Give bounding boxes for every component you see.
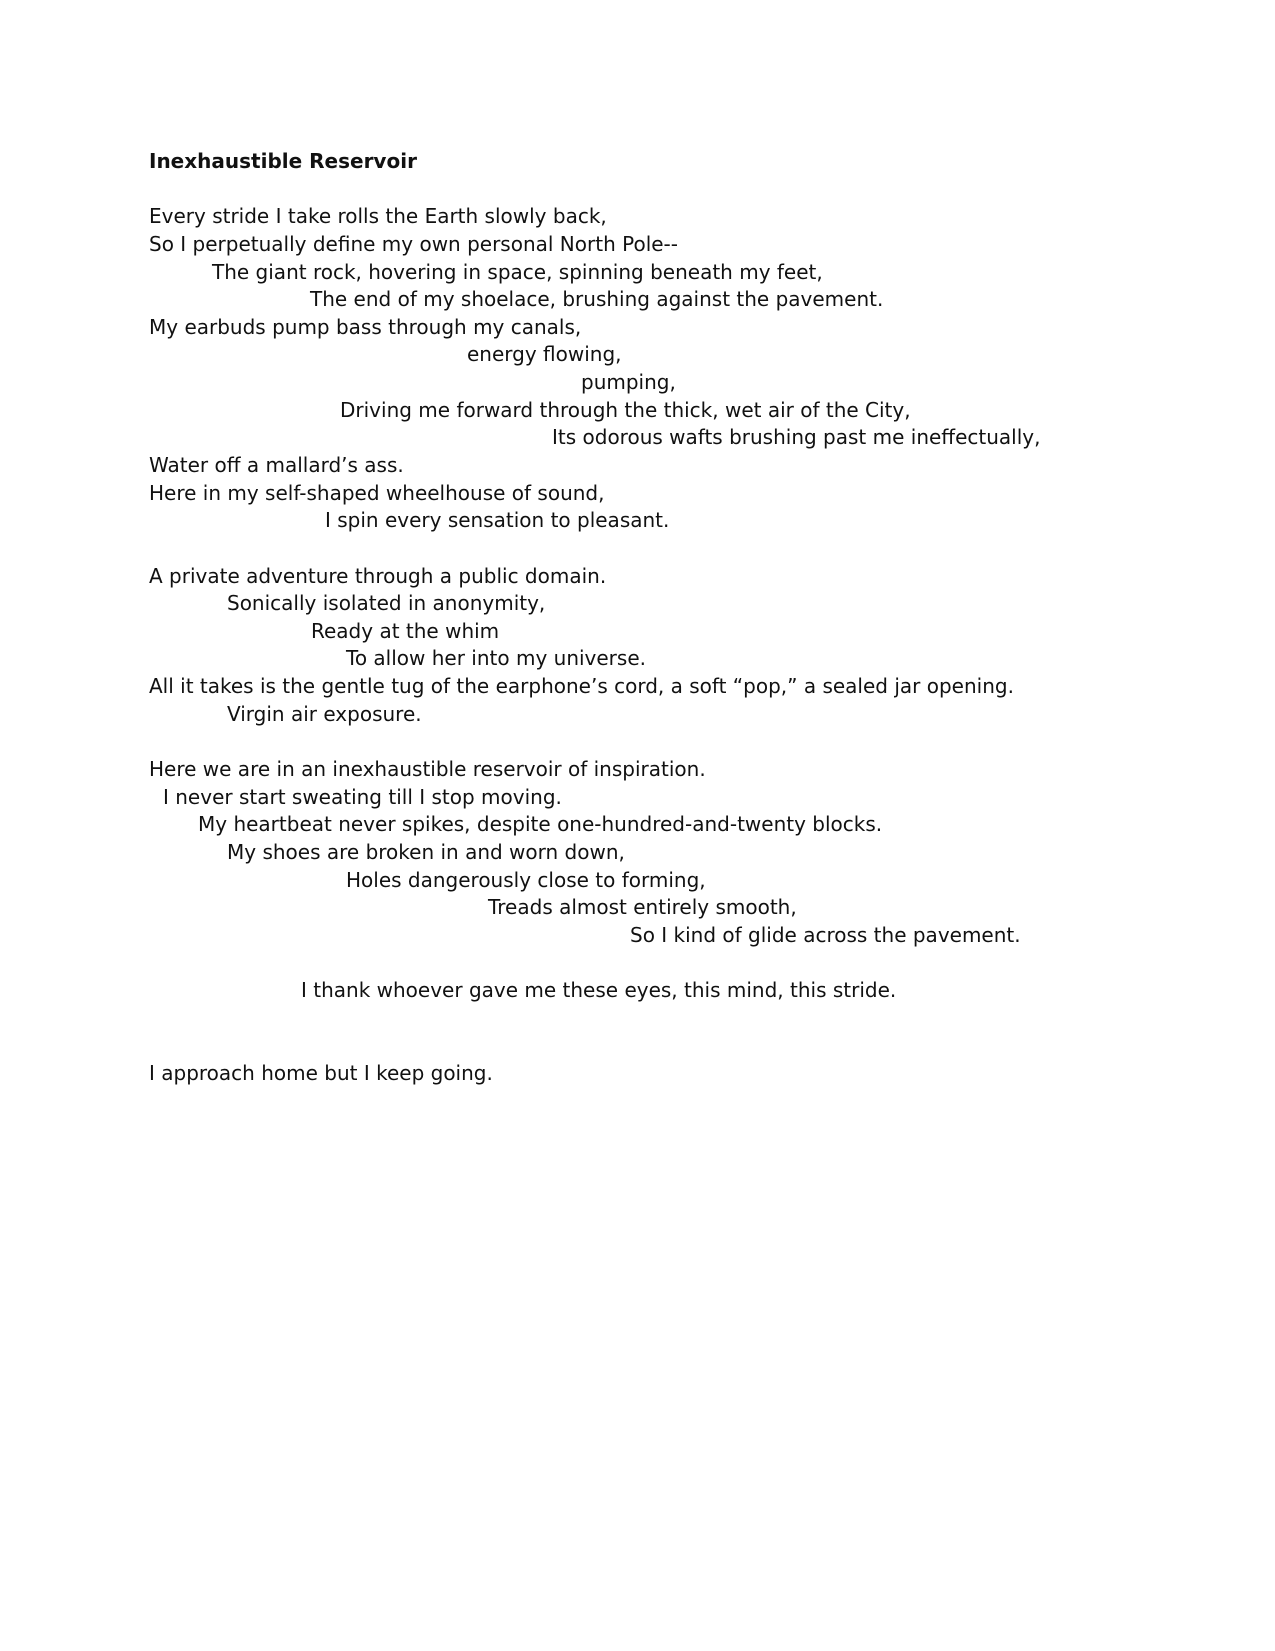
poem-line: Sonically isolated in anonymity, (227, 591, 546, 615)
poem-line: Its odorous wafts brushing past me ineffectually, (552, 425, 1041, 449)
poem-line: I never start sweating till I stop moving. (163, 785, 562, 809)
poem-line: So I kind of glide across the pavement. (630, 923, 1021, 947)
poem-line: Virgin air exposure. (227, 702, 422, 726)
poem-line: The giant rock, hovering in space, spinning beneath my feet, (212, 260, 823, 284)
poem-line: Here in my self-shaped wheelhouse of sound, (149, 481, 605, 505)
poem-line: Every stride I take rolls the Earth slowly back, (149, 204, 607, 228)
poem-line: Holes dangerously close to forming, (346, 868, 706, 892)
poem-line: Driving me forward through the thick, wet air of the City, (340, 398, 911, 422)
poem-line: My earbuds pump bass through my canals, (149, 315, 582, 339)
poem-line: So I perpetually define my own personal North Pole-- (149, 232, 678, 256)
poem-line: A private adventure through a public domain. (149, 564, 607, 588)
poem-line: To allow her into my universe. (346, 646, 646, 670)
poem-line: Water off a mallard’s ass. (149, 453, 404, 477)
poem-line: I approach home but I keep going. (149, 1061, 493, 1085)
poem-title: Inexhaustible Reservoir (149, 149, 417, 173)
poem-line: energy flowing, (467, 342, 622, 366)
poem-line: I spin every sensation to pleasant. (325, 508, 670, 532)
poem-line: My heartbeat never spikes, despite one-hundred-and-twenty blocks. (198, 812, 883, 836)
poem-line: Treads almost entirely smooth, (488, 895, 797, 919)
poem-line: Ready at the whim (311, 619, 500, 643)
poem-line: The end of my shoelace, brushing against the pavement. (310, 287, 884, 311)
poem-line: I thank whoever gave me these eyes, this mind, this stride. (301, 978, 897, 1002)
poem-line: All it takes is the gentle tug of the earphone’s cord, a soft “pop,” a sealed jar opening. (149, 674, 1014, 698)
poem-line: My shoes are broken in and worn down, (227, 840, 625, 864)
poem-line: pumping, (581, 370, 676, 394)
poem-line: Here we are in an inexhaustible reservoir of inspiration. (149, 757, 706, 781)
